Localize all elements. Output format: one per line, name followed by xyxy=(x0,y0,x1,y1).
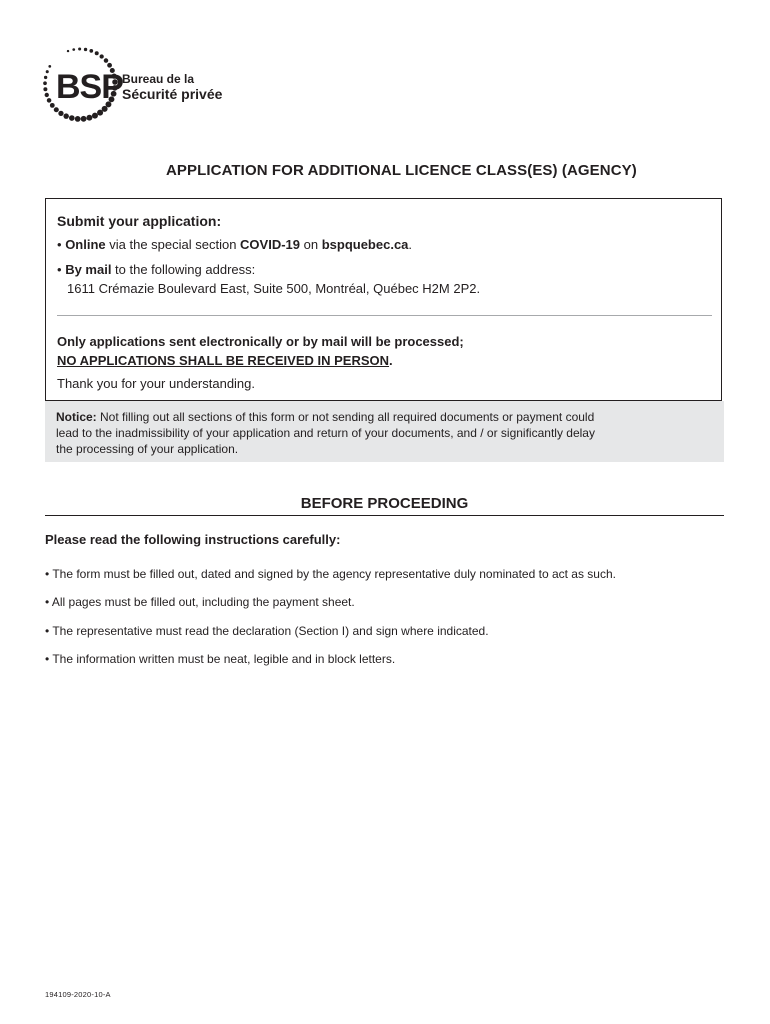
covid-section-label: COVID-19 xyxy=(240,237,301,252)
thanks-text: Thank you for your understanding. xyxy=(57,376,256,391)
logo-dot xyxy=(86,115,92,121)
mail-text: to the following address: xyxy=(111,262,256,277)
logo-letters: BSP xyxy=(56,68,123,106)
notice-line3: the processing of your application. xyxy=(56,442,239,456)
mailing-address: 1611 Crémazie Boulevard East, Suite 500, Montréal, Québec H2M 2P2. xyxy=(67,281,481,296)
notice-text1: Not filling out all sections of this form or not sending all required documents or payment could xyxy=(96,410,595,424)
logo-dot xyxy=(63,113,68,118)
logo-dot xyxy=(45,93,49,97)
website-link[interactable]: bspquebec.ca xyxy=(321,237,409,252)
submit-application-box xyxy=(45,198,722,401)
logo-dot xyxy=(75,116,81,122)
logo-dot xyxy=(92,113,98,119)
logo-dot xyxy=(107,63,112,68)
online-label: Online xyxy=(65,237,106,252)
logo-dot xyxy=(95,51,99,55)
line-end: . xyxy=(389,353,393,368)
section-rule xyxy=(45,515,724,516)
processing-notice-line1: Only applications sent electronically or by mail will be processed; xyxy=(57,334,464,349)
logo-dot xyxy=(47,98,52,103)
logo-line1: Bureau de la xyxy=(122,72,195,86)
online-end: . xyxy=(408,237,413,252)
notice-line1 xyxy=(56,409,713,425)
instructions-lead: Please read the following instructions carefully: xyxy=(45,532,341,547)
logo-dot xyxy=(43,87,47,91)
instruction-item: • The form must be filled out, dated and signed by the agency representative duly nominated to act as such. xyxy=(45,567,616,581)
submit-heading: Submit your application: xyxy=(57,213,222,229)
logo-dot xyxy=(54,107,59,112)
logo-dot xyxy=(43,81,47,85)
mail-label: By mail xyxy=(65,262,112,277)
page-title: APPLICATION FOR ADDITIONAL LICENCE CLASS(ES) (AGENCY) xyxy=(166,162,637,179)
form-code: 194109-2020-10-A xyxy=(45,990,111,999)
logo-dot xyxy=(69,115,75,121)
logo-dot xyxy=(50,103,55,108)
logo-line2: Sécurité privée xyxy=(122,86,223,102)
logo-dot xyxy=(58,111,63,116)
online-instruction xyxy=(57,237,412,252)
logo-dot xyxy=(84,48,87,51)
logo-dot xyxy=(46,70,49,73)
logo-dot xyxy=(104,58,109,63)
online-text2: on xyxy=(300,237,322,252)
bsp-logo xyxy=(38,44,238,124)
logo-dot xyxy=(44,76,47,79)
bullet: • xyxy=(57,262,62,277)
mail-instruction xyxy=(57,262,255,277)
section-title: BEFORE PROCEEDING xyxy=(300,495,469,512)
logo-dot xyxy=(78,47,81,50)
processing-notice-line2 xyxy=(57,353,393,368)
logo-dot xyxy=(81,116,87,122)
notice-box xyxy=(45,401,724,462)
logo-dot xyxy=(100,54,104,58)
logo-dot xyxy=(67,50,69,52)
instruction-item: • All pages must be filled out, including the payment sheet. xyxy=(45,595,355,609)
logo-dot xyxy=(89,49,93,53)
online-text1: via the special section xyxy=(105,237,241,252)
divider xyxy=(57,315,712,316)
instruction-item: • The information written must be neat, legible and in block letters. xyxy=(45,652,396,666)
notice-line2: lead to the inadmissibility of your application and return of your documents, and / or significantly delay xyxy=(56,426,595,440)
bullet: • xyxy=(57,237,62,252)
logo-dot xyxy=(48,65,51,68)
instruction-item: • The representative must read the declaration (Section I) and sign where indicated. xyxy=(45,624,489,638)
logo-dot xyxy=(97,110,103,116)
no-in-person-warning: NO APPLICATIONS SHALL BE RECEIVED IN PERSON xyxy=(57,353,390,368)
logo-dot xyxy=(72,48,75,51)
notice-label: Notice: xyxy=(56,410,97,424)
